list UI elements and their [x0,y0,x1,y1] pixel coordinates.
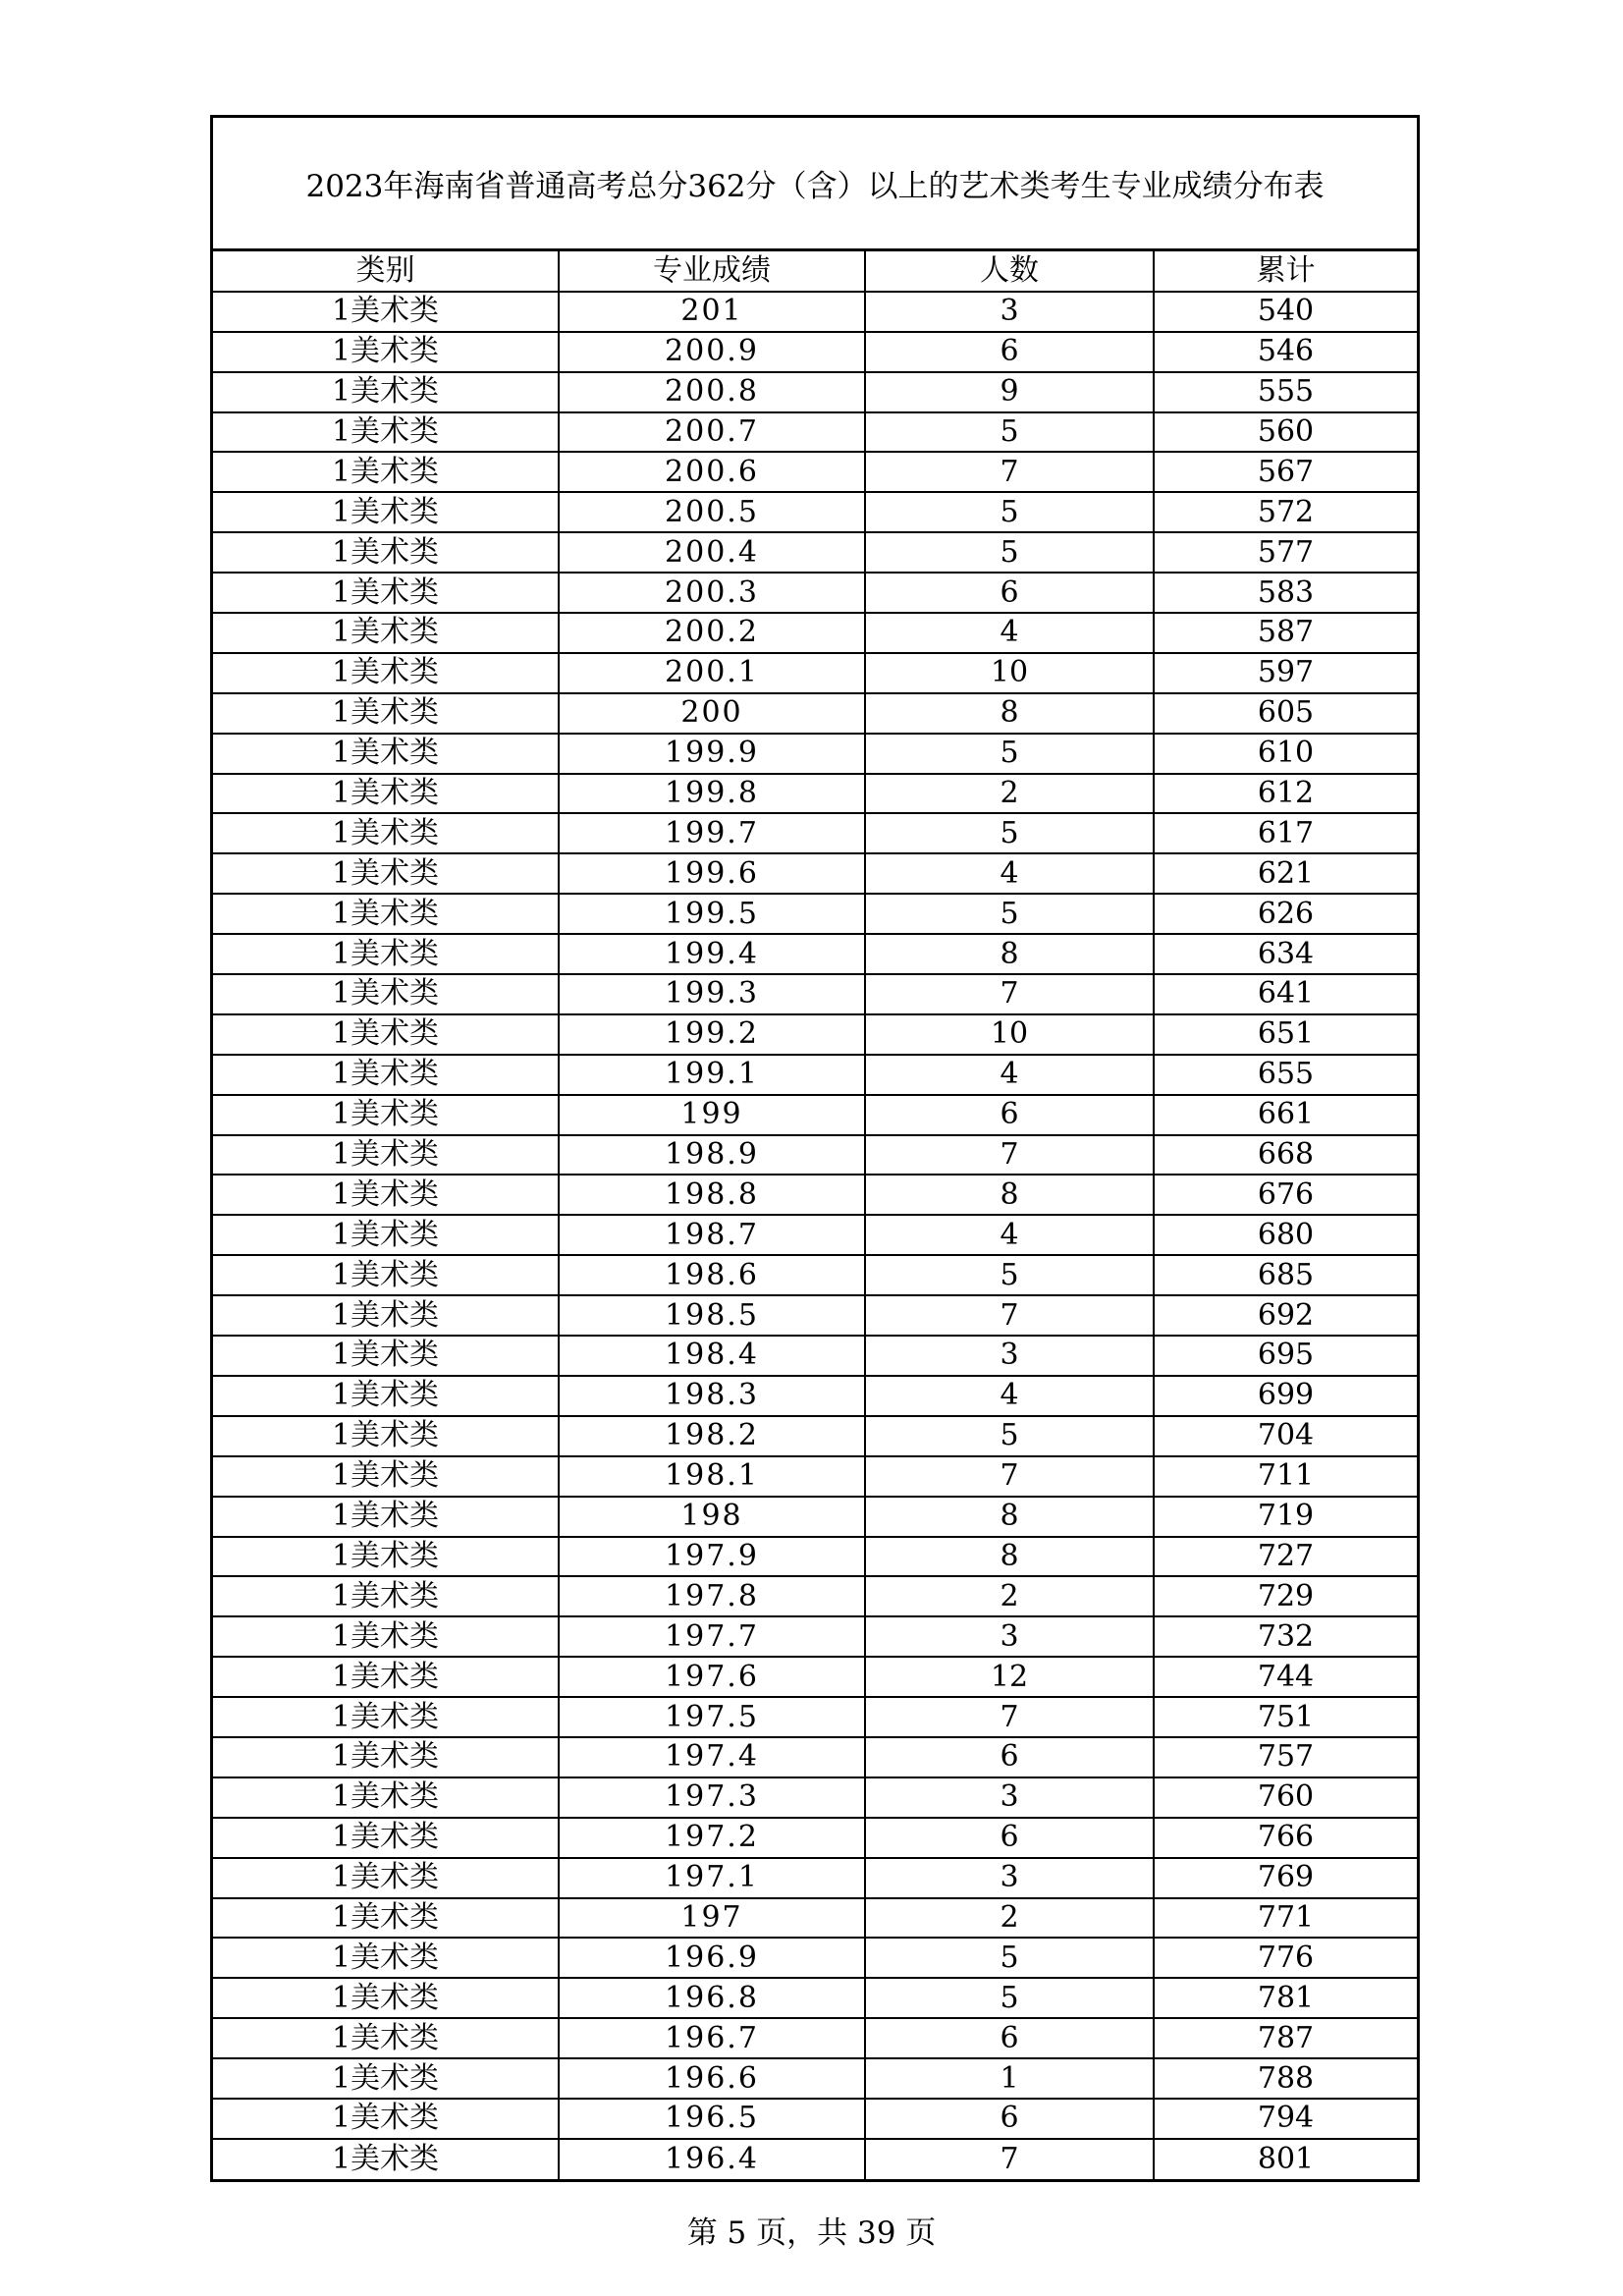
table-row [213,1055,1417,1095]
table-row [213,1697,1417,1737]
cell-score: 199.1 [559,1055,865,1095]
table-row [213,332,1417,372]
cell-score: 197.2 [559,1818,865,1858]
cell-category: 1美术类 [213,2018,559,2058]
cell-category: 1美术类 [213,1978,559,2018]
cell-cumulative: 769 [1154,1858,1417,1898]
cell-cumulative: 732 [1154,1616,1417,1657]
table-row [213,1416,1417,1456]
cell-cumulative: 546 [1154,332,1417,372]
cell-count: 7 [865,1295,1154,1336]
cell-count: 10 [865,1014,1154,1055]
table-row [213,1336,1417,1376]
cell-count: 6 [865,1818,1154,1858]
cell-count: 8 [865,1175,1154,1215]
cell-cumulative: 727 [1154,1537,1417,1577]
cell-category: 1美术类 [213,1255,559,1295]
table-row [213,1095,1417,1135]
cell-cumulative: 626 [1154,894,1417,934]
table-row [213,734,1417,774]
cell-category: 1美术类 [213,734,559,774]
table-row [213,1537,1417,1577]
cell-count: 7 [865,1135,1154,1175]
table-row [213,2099,1417,2139]
cell-cumulative: 744 [1154,1657,1417,1697]
cell-score: 196.8 [559,1978,865,2018]
cell-count: 9 [865,372,1154,412]
cell-count: 8 [865,693,1154,734]
cell-score: 199.9 [559,734,865,774]
column-header-cumulative: 累计 [1154,251,1417,292]
cell-score: 200.4 [559,532,865,573]
cell-score: 197.5 [559,1697,865,1737]
table-row [213,813,1417,853]
table-row [213,292,1417,332]
table-row [213,1014,1417,1055]
cell-score: 197.8 [559,1576,865,1616]
table-row [213,2018,1417,2058]
cell-cumulative: 711 [1154,1456,1417,1497]
column-header-count: 人数 [865,251,1154,292]
cell-score: 200.3 [559,573,865,613]
cell-category: 1美术类 [213,1215,559,1255]
cell-count: 6 [865,573,1154,613]
cell-cumulative: 634 [1154,934,1417,974]
table-row [213,1456,1417,1497]
cell-count: 3 [865,1858,1154,1898]
cell-count: 4 [865,1055,1154,1095]
cell-cumulative: 567 [1154,452,1417,492]
cell-count: 4 [865,1376,1154,1416]
cell-score: 199 [559,1095,865,1135]
table-row [213,1616,1417,1657]
cell-score: 200.9 [559,332,865,372]
cell-count: 7 [865,1456,1154,1497]
table-row [213,1938,1417,1978]
cell-count: 7 [865,452,1154,492]
cell-count: 3 [865,1616,1154,1657]
cell-count: 6 [865,1737,1154,1777]
column-header-category: 类别 [355,252,415,288]
cell-count: 4 [865,613,1154,653]
cell-cumulative: 787 [1154,2018,1417,2058]
cell-cumulative: 729 [1154,1576,1417,1616]
cell-score: 197.9 [559,1537,865,1577]
cell-score: 199.6 [559,853,865,894]
cell-category: 1美术类 [213,1135,559,1175]
cell-cumulative: 794 [1154,2099,1417,2139]
cell-cumulative: 610 [1154,734,1417,774]
cell-score: 198.8 [559,1175,865,1215]
table-row [213,974,1417,1014]
cell-category: 1美术类 [213,1336,559,1376]
cell-score: 200.2 [559,613,865,653]
cell-cumulative: 605 [1154,693,1417,734]
cell-category: 1美术类 [213,372,559,412]
table-row [213,1255,1417,1295]
cell-count: 5 [865,813,1154,853]
cell-count: 8 [865,1497,1154,1537]
table-row [213,412,1417,453]
cell-cumulative: 540 [1154,292,1417,332]
cell-category: 1美术类 [213,452,559,492]
cell-category: 1美术类 [213,653,559,693]
cell-score: 197.3 [559,1777,865,1818]
table-row [213,1818,1417,1858]
table-row [213,452,1417,492]
cell-count: 1 [865,2058,1154,2099]
cell-count: 5 [865,1978,1154,2018]
cell-category: 1美术类 [213,613,559,653]
cell-score: 196.6 [559,2058,865,2099]
cell-cumulative: 583 [1154,573,1417,613]
table-row [213,853,1417,894]
cell-count: 5 [865,1416,1154,1456]
cell-cumulative: 757 [1154,1737,1417,1777]
cell-count: 3 [865,292,1154,332]
cell-count: 5 [865,894,1154,934]
table-row [213,613,1417,653]
cell-cumulative: 766 [1154,1818,1417,1858]
table-row [213,653,1417,693]
cell-cumulative: 801 [1154,2139,1417,2179]
cell-cumulative: 577 [1154,532,1417,573]
page-footer: 第 5 页，共 39 页 [686,2215,937,2251]
cell-count: 6 [865,2018,1154,2058]
cell-cumulative: 661 [1154,1095,1417,1135]
cell-cumulative: 560 [1154,412,1417,453]
cell-category: 1美术类 [213,532,559,573]
cell-score: 197.7 [559,1616,865,1657]
cell-score: 199.7 [559,813,865,853]
cell-score: 198 [559,1497,865,1537]
table-row [213,1497,1417,1537]
cell-cumulative: 704 [1154,1416,1417,1456]
cell-cumulative: 587 [1154,613,1417,653]
cell-category: 1美术类 [213,1818,559,1858]
cell-cumulative: 668 [1154,1135,1417,1175]
cell-cumulative: 685 [1154,1255,1417,1295]
cell-score: 199.8 [559,774,865,814]
cell-score: 196.9 [559,1938,865,1978]
cell-cumulative: 699 [1154,1376,1417,1416]
cell-score: 199.3 [559,974,865,1014]
cell-score: 198.4 [559,1336,865,1376]
cell-category: 1美术类 [213,934,559,974]
cell-cumulative: 597 [1154,653,1417,693]
cell-category: 1美术类 [213,1777,559,1818]
cell-count: 7 [865,1697,1154,1737]
table-row [213,774,1417,814]
cell-category: 1美术类 [213,1537,559,1577]
cell-count: 12 [865,1657,1154,1697]
table-row [213,532,1417,573]
cell-cumulative: 776 [1154,1938,1417,1978]
cell-cumulative: 692 [1154,1295,1417,1336]
cell-score: 199.4 [559,934,865,974]
cell-category: 1美术类 [213,1295,559,1336]
cell-count: 5 [865,492,1154,532]
cell-category: 1美术类 [213,1616,559,1657]
table-row [213,1858,1417,1898]
cell-score: 199.5 [559,894,865,934]
cell-cumulative: 676 [1154,1175,1417,1215]
column-header-score: 专业成绩 [559,251,865,292]
cell-cumulative: 572 [1154,492,1417,532]
table-row [213,1657,1417,1697]
cell-cumulative: 781 [1154,1978,1417,2018]
cell-category: 1美术类 [213,492,559,532]
cell-category: 1美术类 [213,1376,559,1416]
cell-cumulative: 760 [1154,1777,1417,1818]
cell-category: 1美术类 [213,774,559,814]
cell-count: 3 [865,1777,1154,1818]
table-row [213,1295,1417,1336]
cell-category: 1美术类 [213,2099,559,2139]
cell-category: 1美术类 [213,1416,559,1456]
table-row [213,2058,1417,2099]
cell-cumulative: 655 [1154,1055,1417,1095]
table-row [213,1175,1417,1215]
cell-category: 1美术类 [213,2139,559,2179]
cell-category: 1美术类 [213,1858,559,1898]
table-row [213,1376,1417,1416]
cell-count: 4 [865,1215,1154,1255]
cell-category: 1美术类 [213,974,559,1014]
table-row [213,1898,1417,1939]
cell-category: 1美术类 [213,1938,559,1978]
cell-category: 1美术类 [213,412,559,453]
cell-count: 3 [865,1336,1154,1376]
table-row [213,1135,1417,1175]
cell-category: 1美术类 [213,332,559,372]
cell-cumulative: 695 [1154,1336,1417,1376]
cell-score: 198.5 [559,1295,865,1336]
cell-score: 200.6 [559,452,865,492]
cell-category: 1美术类 [213,573,559,613]
cell-score: 200.8 [559,372,865,412]
cell-count: 2 [865,774,1154,814]
cell-score: 197.1 [559,1858,865,1898]
table-row [213,934,1417,974]
cell-score: 198.6 [559,1255,865,1295]
table-row [213,1576,1417,1616]
cell-count: 7 [865,974,1154,1014]
cell-score: 198.3 [559,1376,865,1416]
table-row [213,1215,1417,1255]
cell-category: 1美术类 [213,894,559,934]
cell-cumulative: 612 [1154,774,1417,814]
cell-count: 10 [865,653,1154,693]
cell-cumulative: 617 [1154,813,1417,853]
cell-score: 197 [559,1898,865,1939]
cell-category: 1美术类 [213,1095,559,1135]
cell-category: 1美术类 [213,1055,559,1095]
score-distribution-table-frame [210,115,1420,2182]
cell-cumulative: 621 [1154,853,1417,894]
table-row [213,2139,1417,2179]
table-row [213,372,1417,412]
cell-category: 1美术类 [213,813,559,853]
table-row [213,1777,1417,1818]
cell-score: 198.7 [559,1215,865,1255]
cell-category: 1美术类 [213,693,559,734]
cell-count: 5 [865,734,1154,774]
cell-score: 200.1 [559,653,865,693]
cell-score: 196.7 [559,2018,865,2058]
cell-count: 5 [865,1255,1154,1295]
table-body [213,292,1417,2179]
cell-cumulative: 651 [1154,1014,1417,1055]
cell-cumulative: 751 [1154,1697,1417,1737]
table-row [213,573,1417,613]
cell-score: 198.9 [559,1135,865,1175]
cell-score: 199.2 [559,1014,865,1055]
cell-category: 1美术类 [213,1456,559,1497]
cell-count: 8 [865,1537,1154,1577]
cell-score: 196.5 [559,2099,865,2139]
cell-category: 1美术类 [213,853,559,894]
cell-count: 5 [865,532,1154,573]
cell-category: 1美术类 [213,1657,559,1697]
cell-count: 5 [865,1938,1154,1978]
cell-score: 198.2 [559,1416,865,1456]
cell-cumulative: 680 [1154,1215,1417,1255]
table-row [213,1978,1417,2018]
cell-cumulative: 555 [1154,372,1417,412]
header-row [213,251,1417,292]
cell-score: 197.6 [559,1657,865,1697]
cell-count: 5 [865,412,1154,453]
cell-score: 197.4 [559,1737,865,1777]
cell-cumulative: 788 [1154,2058,1417,2099]
score-distribution-table [213,251,1417,2179]
cell-category: 1美术类 [213,1497,559,1537]
cell-count: 6 [865,1095,1154,1135]
cell-category: 1美术类 [213,1014,559,1055]
cell-count: 6 [865,2099,1154,2139]
cell-score: 200.5 [559,492,865,532]
cell-score: 196.4 [559,2139,865,2179]
cell-count: 4 [865,853,1154,894]
cell-category: 1美术类 [213,1175,559,1215]
cell-cumulative: 641 [1154,974,1417,1014]
cell-cumulative: 719 [1154,1497,1417,1537]
cell-category: 1美术类 [213,1898,559,1939]
cell-cumulative: 771 [1154,1898,1417,1939]
cell-count: 6 [865,332,1154,372]
cell-category: 1美术类 [213,1697,559,1737]
cell-score: 200 [559,693,865,734]
cell-score: 198.1 [559,1456,865,1497]
cell-count: 8 [865,934,1154,974]
cell-score: 200.7 [559,412,865,453]
table-row [213,693,1417,734]
cell-category: 1美术类 [213,1737,559,1777]
cell-count: 2 [865,1898,1154,1939]
cell-category: 1美术类 [213,1576,559,1616]
table-row [213,1737,1417,1777]
cell-score: 201 [559,292,865,332]
cell-count: 7 [865,2139,1154,2179]
table-row [213,894,1417,934]
table-title: 2023年海南省普通高考总分362分（含）以上的艺术类考生专业成绩分布表 [213,118,1417,251]
table-row [213,492,1417,532]
cell-count: 2 [865,1576,1154,1616]
cell-category: 1美术类 [213,2058,559,2099]
cell-category: 1美术类 [213,292,559,332]
